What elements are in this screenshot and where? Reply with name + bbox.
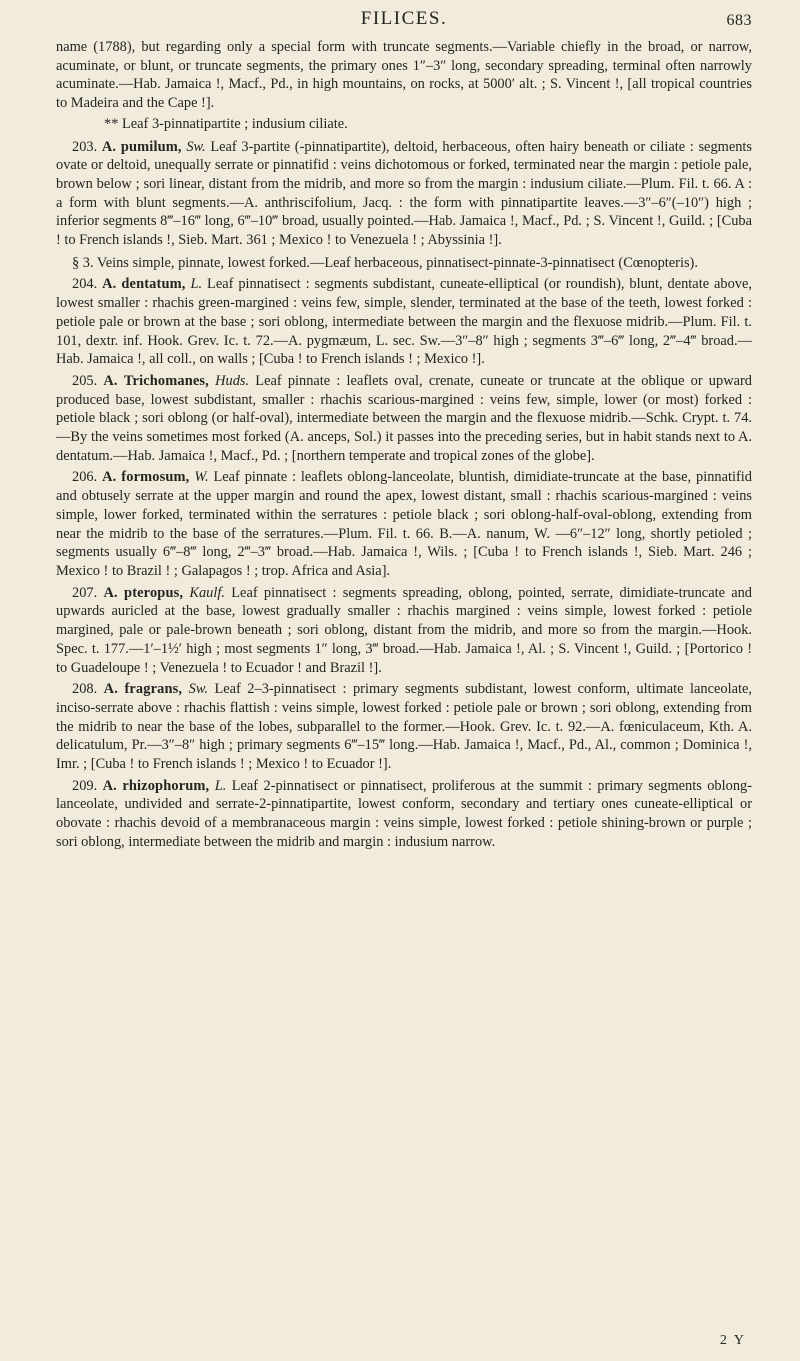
species-description: Leaf 3-partite (-pinnatipartite), deltoid, herbaceous, often hairy beneath or ciliate : segments ovate or deltoid, unequally serrate or pinnatifid : veins dichotomous or forked, terminated near the margin : petiole pale, brown below ; sori linear, distant from the midrib, and more so from the margin : indusium ciliate.—Plum. Fil. t. 66. A : a form with blunt segments.—A. anthriscifolium, Jacq. : the form with pinnatipartite leaves.—3″–6″(–10″) high ; inferior segments 8‴–16‴ long, 6‴–10‴ broad, usually pointed.—Hab. Jamaica !, Macf., Pd. ; S. Vincent !, Guild. ; [Cuba ! to French islands !, Sieb. Mart. 361 ; Mexico ! to Venezuela ! ; Abyssinia !]. (56, 138, 753, 249)
species-name: fragrans, (124, 681, 183, 698)
entry-number: 205. (72, 372, 98, 389)
running-head (56, 8, 752, 38)
intro-paragraph: name (1788), but regarding only a special form with truncate segments.—Variable chiefly in the broad, or narrow, acuminate, or blunt, or truncate segments, the primary ones 1″–3″ long, secondary spreading, terminal often narrowly acuminate.—Hab. Jamaica !, Macf., Pd., in high mountains, on rocks, at 5000′ alt. ; S. Vincent !, [all tropical countries to Madeira and the Cape !]. (56, 39, 752, 112)
species-entry-204 (56, 275, 752, 369)
entry-number: 203. (72, 138, 98, 155)
species-entry-207 (56, 584, 752, 678)
species-description: Leaf 2–3-pinnatisect : primary segments subdistant, lowest conform, ultimate lanceolate, inciso-serrate above : rhachis flattish : veins simple, lowest forked : petiole pale or brown ; sori oblong, extending from the midrib to near the base of the lobes, subparallel to the former.—Hook. Grev. Ic. t. 92.—A. fœniculaceum, Kth. A. delicatulum, Pr.—3″–8″ high ; primary segments 6‴–15‴ long.—Hab. Jamaica !, Macf., Pd., Al., common ; Dominica !, Imr. ; [Cuba ! to French islands ! ; Mexico ! to Ecuador !]. (56, 681, 752, 773)
page-number: 683 (726, 12, 752, 29)
section-heading: § 3. Veins simple, pinnate, lowest forked.—Leaf herbaceous, pinnatisect-pinnate-3-pinnatisect (Cœnopteris). (72, 254, 698, 271)
entry-number: 208. (72, 681, 98, 698)
species-name: pumilum, (120, 138, 182, 155)
signature-mark: 2 Y (719, 1333, 746, 1348)
species-name: dentatum, (121, 276, 186, 293)
genus-abbr: A. (102, 777, 117, 794)
species-author: L. (214, 777, 227, 794)
genus-abbr: A. (103, 584, 118, 601)
running-title: FILICES. (360, 8, 448, 29)
species-author: Sw. (186, 138, 206, 155)
species-entry-205 (56, 372, 752, 466)
species-name: formosum, (121, 469, 190, 486)
species-author: W. (194, 469, 209, 486)
species-author: Kaulf. (189, 584, 225, 601)
genus-abbr: A. (103, 681, 118, 698)
species-name: Trichomanes, (123, 372, 209, 389)
species-description: Leaf pinnate : leaflets oblong-lanceolate, bluntish, dimidiate-truncate at the base, pinnatifid and obtusely serrate at the upper margin and round the apex, lowest distant, small : rhachis scarious-margined : veins simple, lower forked, terminated within the serratures : petiole black ; sori oblong-half-oval-oblong, extending from near the midrib to the base of the serratures.—Plum. Fil. t. 66. B.—A. nanum, W. —6″–12″ long, shortly petioled ; segments usually 6‴–8‴ long, 2‴–3‴ broad.—Hab. Jamaica !, Wils. ; [Cuba ! to French islands !, Sieb. Mart. 246 ; Mexico ! to Brazil ! ; Galapagos ! ; trop. Africa and Asia]. (56, 469, 752, 579)
entry-number: 206. (72, 469, 98, 486)
species-name: pteropus, (124, 584, 184, 601)
species-description: Leaf pinnatisect : segments spreading, oblong, pointed, serrate, dimidiate-truncate and upwards auricled at the base, lowest gradually smaller : rhachis margined : veins simple, lowest forked : petiole margined, pale or pale-brown beneath ; sori oblong, distant from the midrib, and more so from the margin.—Hook. Spec. t. 177.—1′–1½′ high ; most segments 1″ long, 3‴ broad.—Hab. Jamaica !, Al. ; S. Vincent !, Guild. ; [Portorico ! to Guadeloupe ! ; Venezuela ! to Ecuador ! and Brazil !]. (56, 584, 753, 676)
entry-number: 209. (72, 777, 98, 794)
main-text (56, 38, 752, 852)
species-description: Leaf 2-pinnatisect or pinnatisect, proliferous at the summit : primary segments oblong-lanceolate, undivided and serrate-2-pinnatipartite, lowest conform, secondary and tertiary ones cuneate-elliptical or obovate : rhachis devoid of a membranaceous margin : veins simple, lowest forked : petiole shining-brown or purple ; sori oblong, intermediate between the midrib and margin : indusium narrow. (56, 777, 752, 850)
species-description: Leaf pinnatisect : segments subdistant, cuneate-elliptical (or roundish), blunt, dentate above, lowest smaller : rhachis green-margined : veins few, simple, slender, terminated at the base of the teeth, lowest forked : petiole pale or brown at the base ; sori oblong, intermediate between the margin and the flexuose midrib.—Plum. Fil. t. 101, dextr. inf. Hook. Grev. Ic. t. 72.—A. pygmæum, L. sec. Sw.—3″–8″ high ; segments 3‴–6‴ long, 2‴–4‴ broad.—Hab. Jamaica !, all coll., on walls ; [Cuba ! to French islands ! ; Mexico !]. (56, 276, 752, 368)
genus-abbr: A. (102, 276, 117, 293)
group-note: ** Leaf 3-pinnatipartite ; indusium ciliate. (104, 115, 348, 132)
species-entry-203 (56, 138, 752, 250)
species-author: Sw. (188, 681, 208, 698)
species-entry-206 (56, 468, 752, 580)
genus-abbr: A. (102, 469, 117, 486)
entry-number: 207. (72, 584, 98, 601)
species-entry-209 (56, 777, 752, 852)
species-description: Leaf pinnate : leaflets oval, crenate, cuneate or truncate at the oblique or upward produced base, lowest subdistant, smaller : rhachis scarious-margined : veins few, simple, lower (or most) forked : petiole black ; sori oblong (or half-oval), intermediate between the margin and the flexuose midrib.—Schk. Crypt. t. 74.—By the veins sometimes most forked (A. anceps, Sol.) it passes into the preceding series, but in habit stands next to A. dentatum.—Hab. Jamaica !, Macf., Pd. ; [northern temperate and tropical zones of the globe]. (56, 372, 752, 464)
entry-number: 204. (72, 276, 98, 293)
species-author: L. (190, 276, 203, 293)
species-author: Huds. (215, 372, 250, 389)
species-name: rhizophorum, (122, 777, 210, 794)
species-entry-208 (56, 680, 752, 774)
genus-abbr: A. (103, 372, 118, 389)
genus-abbr: A. (101, 138, 117, 155)
